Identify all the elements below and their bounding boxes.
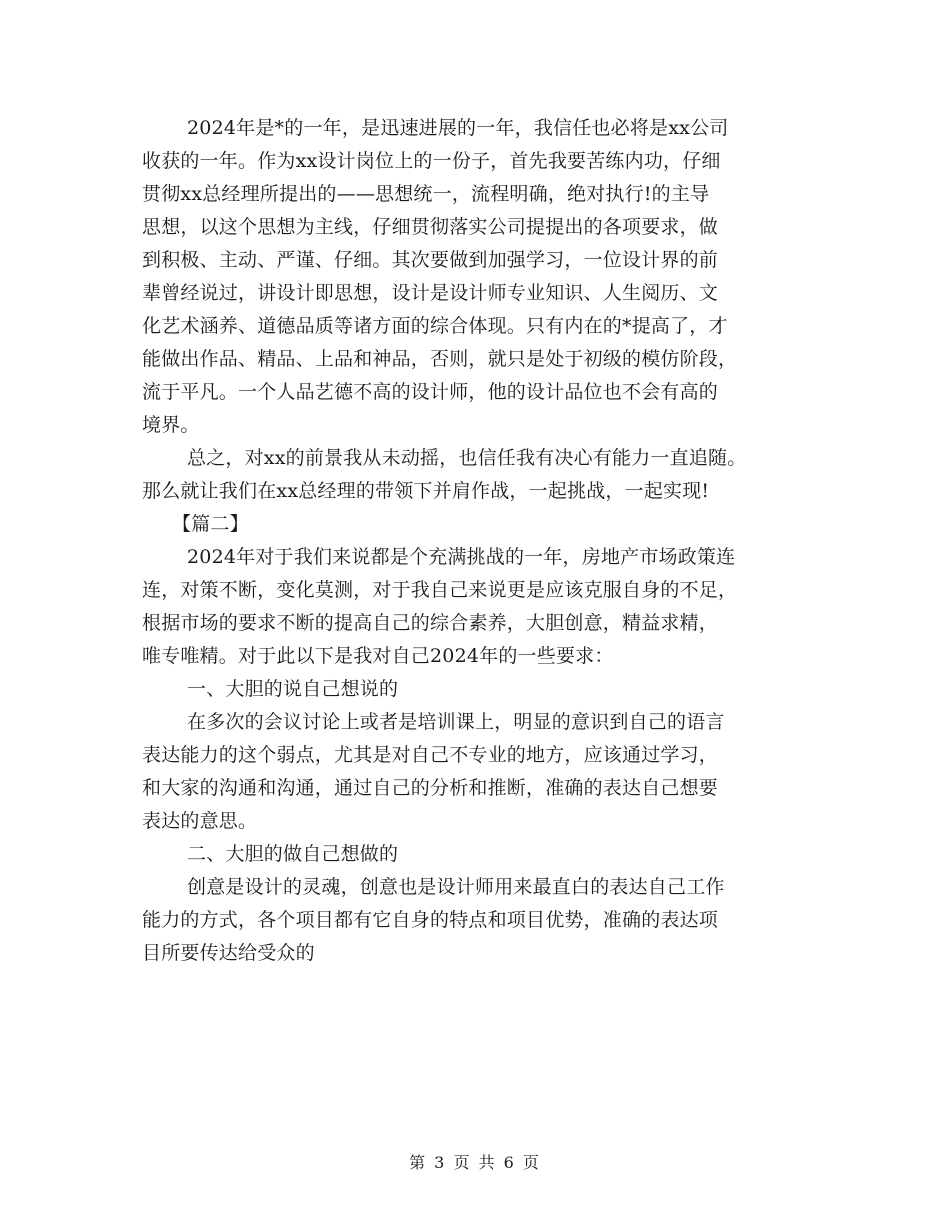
paragraph-line: 到积极、主动、严谨、仔细。其次要做到加强学习，一位设计界的前 xyxy=(142,249,719,271)
paragraph-line: 目所要传达给受众的 xyxy=(142,942,315,964)
paragraph-line: 总之，对xx的前景我从未动摇，也信任我有决心有能力一直追随。 xyxy=(187,447,747,469)
subsection-heading: 二、大胆的做自己想做的 xyxy=(187,843,399,865)
paragraph-line: 2024年对于我们来说都是个充满挑战的一年，房地产市场政策连 xyxy=(187,546,736,568)
paragraph-line: 表达的意思。 xyxy=(142,810,258,832)
paragraph-line: 表达能力的这个弱点，尤其是对自己不专业的地方，应该通过学习， xyxy=(142,744,719,766)
paragraph-line: 和大家的沟通和沟通，通过自己的分析和推断，准确的表达自己想要 xyxy=(142,777,719,799)
paragraph-line: 根据市场的要求不断的提高自己的综合素养，大胆创意，精益求精， xyxy=(142,612,719,634)
paragraph-line: 辈曾经说过，讲设计即思想，设计是设计师专业知识、人生阅历、文 xyxy=(142,282,719,304)
paragraph-line: 创意是设计的灵魂，创意也是设计师用来最直白的表达自己工作 xyxy=(187,876,725,898)
paragraph-line: 连，对策不断，变化莫测，对于我自己来说更是应该克服自身的不足， xyxy=(142,579,738,601)
subsection-heading: 一、大胆的说自己想说的 xyxy=(187,678,399,700)
paragraph-line: 能力的方式，各个项目都有它自身的特点和项目优势，准确的表达项 xyxy=(142,909,719,931)
paragraph-line: 贯彻xx总经理所提出的——思想统一，流程明确，绝对执行!的主导 xyxy=(142,183,710,205)
paragraph-line: 2024年是*的一年，是迅速进展的一年，我信任也必将是xx公司 xyxy=(187,117,729,139)
page-number-footer: 第 3 页 共 6 页 xyxy=(409,1153,541,1172)
paragraph-line: 唯专唯精。对于此以下是我对自己2024年的一些要求： xyxy=(142,645,614,667)
paragraph-line: 思想，以这个思想为主线，仔细贯彻落实公司提提出的各项要求，做 xyxy=(142,216,719,238)
section-heading: 【篇二】 xyxy=(172,513,249,535)
paragraph-line: 化艺术涵养、道德品质等诸方面的综合体现。只有内在的*提高了，才 xyxy=(142,315,728,337)
paragraph-line: 流于平凡。一个人品艺德不高的设计师，他的设计品位也不会有高的 xyxy=(142,381,719,403)
paragraph-line: 在多次的会议讨论上或者是培训课上，明显的意识到自己的语言 xyxy=(187,711,725,733)
paragraph-line: 收获的一年。作为xx设计岗位上的一份子，首先我要苦练内功，仔细 xyxy=(142,150,721,172)
paragraph-line: 境界。 xyxy=(142,414,200,436)
paragraph-line: 那么就让我们在xx总经理的带领下并肩作战，一起挑战，一起实现! xyxy=(142,480,710,502)
paragraph-line: 能做出作品、精品、上品和神品，否则，就只是处于初级的模仿阶段， xyxy=(142,348,738,370)
